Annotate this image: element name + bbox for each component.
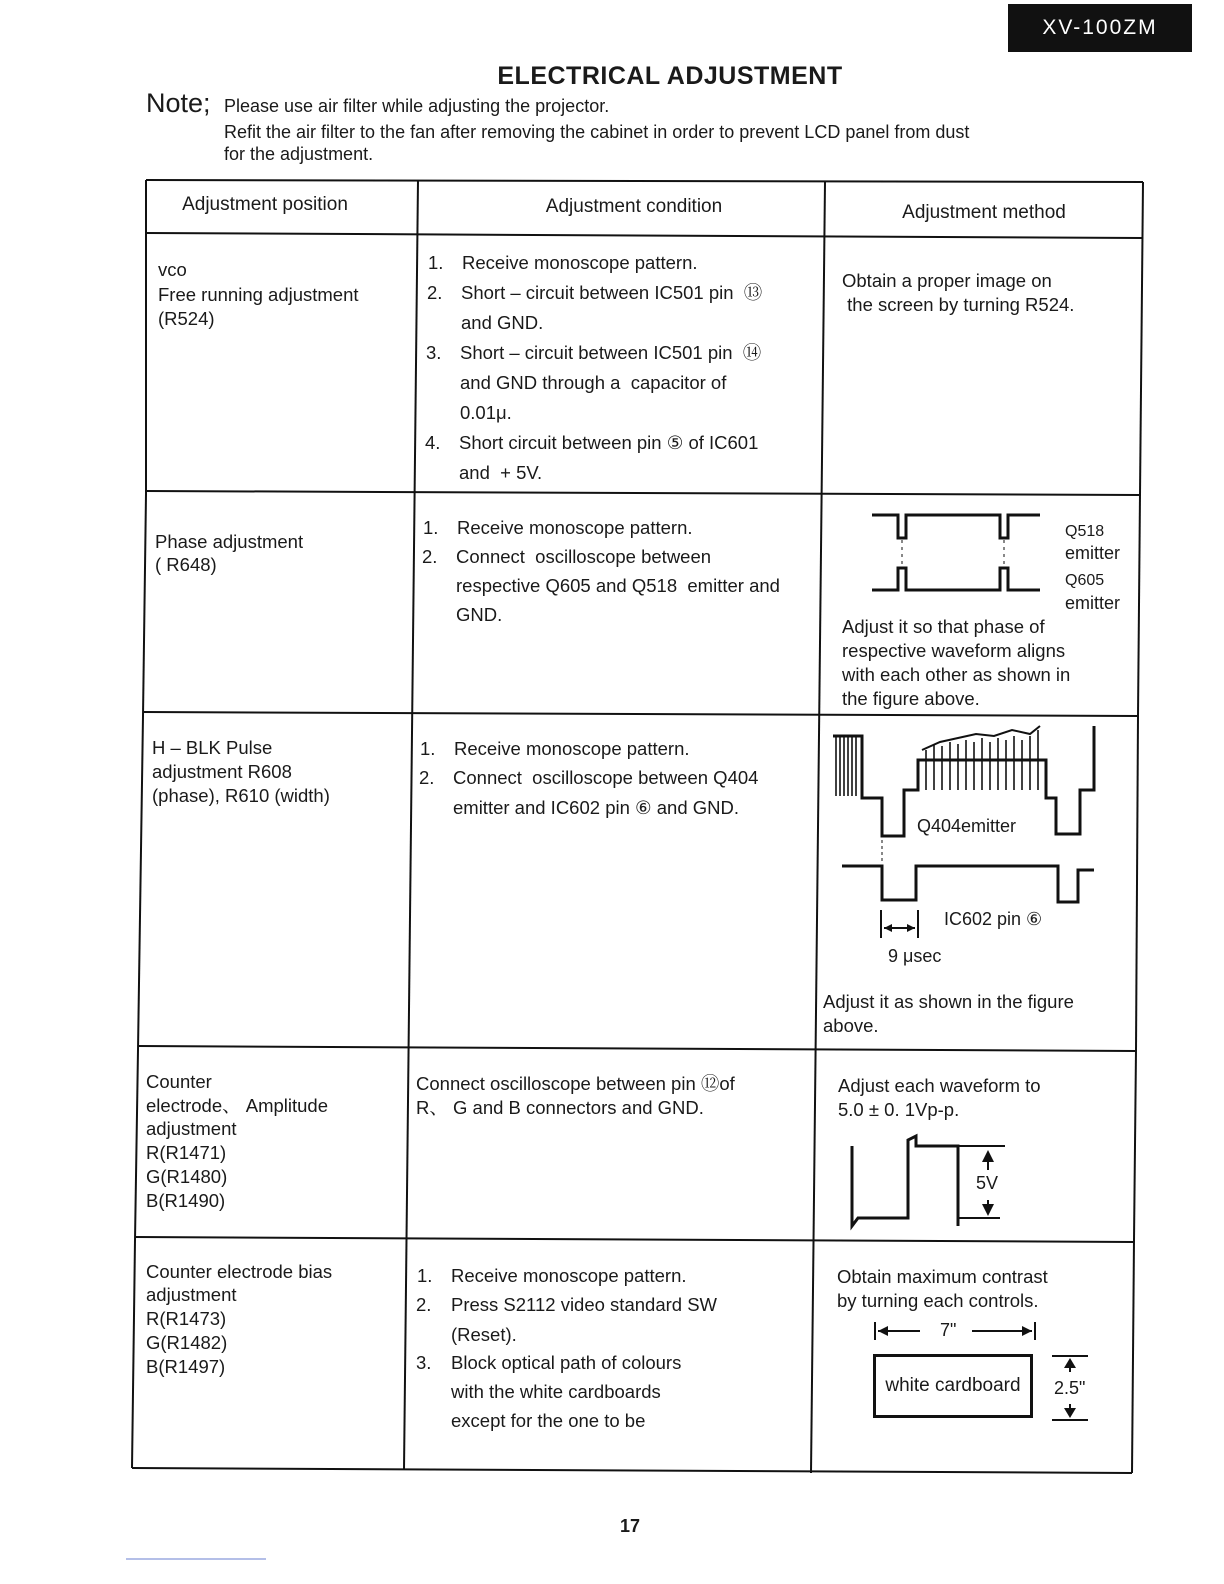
label-ic602-pin6: IC602 pin ⑥	[944, 909, 1043, 929]
white-cardboard-box	[873, 1354, 1033, 1418]
note-label: Note;	[146, 88, 211, 118]
row2-cond-2-text: Connect oscilloscope between respective Q605 and Q518 emitter and GND.	[456, 546, 780, 625]
row5-cond-2-num: 2.	[416, 1294, 432, 1315]
row1-cond-1-text: Receive monoscope pattern.	[462, 252, 698, 273]
row1-cond-1-num: 1.	[428, 252, 444, 273]
row1-position-2: Free running adjustment	[158, 284, 359, 305]
row5-cond-3-num: 3.	[416, 1352, 432, 1373]
header-adjustment-position: Adjustment position	[182, 194, 348, 215]
q404-noise	[836, 730, 1038, 796]
row1-cond-2-text: Short – circuit between IC501 pin ⑬ and GND.	[461, 282, 763, 333]
row4-position-3: adjustment	[146, 1118, 237, 1139]
row4-position-6: B(R1490)	[146, 1190, 226, 1211]
note-line-3: for the adjustment.	[224, 144, 374, 164]
label-2-5in: 2.5"	[1054, 1378, 1086, 1398]
page-number: 17	[619, 1516, 641, 1536]
phase-waveform-figure	[872, 515, 1040, 590]
label-7in: 7"	[940, 1320, 957, 1340]
row5-cond-1-text: Receive monoscope pattern.	[451, 1265, 687, 1286]
row3-cond-1-num: 1.	[420, 738, 436, 759]
label-5v: 5V	[976, 1173, 999, 1193]
row5-position-3: R(R1473)	[146, 1308, 227, 1329]
row1-cond-3-num: 3.	[426, 342, 442, 363]
row2-cond-1-num: 1.	[423, 517, 439, 538]
row2-position-2: ( R648)	[155, 554, 217, 575]
row1-cond-2-num: 2.	[427, 282, 443, 303]
row2-position-1: Phase adjustment	[155, 531, 304, 552]
9usec-dimension	[881, 910, 918, 938]
note-line-2: Refit the air filter to the fan after removing the cabinet in order to prevent LCD panel from dust	[224, 122, 970, 142]
label-white-cardboard: white cardboard	[885, 1375, 1021, 1396]
label-q518: Q518	[1065, 523, 1105, 540]
page-title: ELECTRICAL ADJUSTMENT	[497, 62, 843, 90]
label-q605-emitter: emitter	[1065, 593, 1121, 613]
row4-position-2: electrode、 Amplitude	[146, 1095, 329, 1116]
row3-cond-2-num: 2.	[419, 767, 435, 788]
row3-position-1: H – BLK Pulse	[152, 737, 273, 758]
row4-position-5: G(R1480)	[146, 1166, 228, 1187]
row5-cond-3-text: Block optical path of colours with the white cardboards except for the one to be	[451, 1352, 682, 1431]
row1-cond-4-text: Short circuit between pin ⑤ of IC601 and + 5V.	[459, 432, 759, 483]
row3-cond-2-text: Connect oscilloscope between Q404 emitter and IC602 pin ⑥ and GND.	[453, 767, 759, 818]
row3-position-2: adjustment R608	[152, 761, 292, 782]
label-q605: Q605	[1065, 572, 1105, 589]
row5-cond-2-text: Press S2112 video standard SW (Reset).	[451, 1294, 717, 1345]
row1-position-3: (R524)	[158, 308, 215, 329]
row5-position-2: adjustment	[146, 1284, 237, 1305]
header-adjustment-method: Adjustment method	[902, 202, 1066, 223]
label-q518-emitter: emitter	[1065, 543, 1121, 563]
row5-method: Obtain maximum contrast by turning each controls.	[837, 1266, 1048, 1311]
row2-cond-2-num: 2.	[422, 546, 438, 567]
row3-method: Adjust it as shown in the figure above.	[823, 991, 1074, 1036]
amplitude-waveform-figure	[852, 1136, 958, 1226]
row4-method: Adjust each waveform to 5.0 ± 0. 1Vp-p.	[838, 1075, 1041, 1120]
row3-cond-1-text: Receive monoscope pattern.	[454, 738, 690, 759]
row5-cond-1-num: 1.	[417, 1265, 433, 1286]
row5-position-4: G(R1482)	[146, 1332, 228, 1353]
row5-position-5: B(R1497)	[146, 1356, 226, 1377]
row4-condition: Connect oscilloscope between pin ⑫of R、 G and B connectors and GND.	[416, 1073, 735, 1118]
label-q404-emitter: Q404emitter	[917, 816, 1017, 836]
row1-position-1: vco	[158, 259, 187, 280]
row4-position-1: Counter	[146, 1071, 212, 1092]
row5-position-1: Counter electrode bias	[146, 1261, 333, 1282]
model-badge: XV-100ZM	[1008, 4, 1192, 52]
row4-position-4: R(R1471)	[146, 1142, 227, 1163]
row3-position-3: (phase), R610 (width)	[152, 785, 330, 806]
row2-method: Adjust it so that phase of respective waveform aligns with each other as shown in the figure above.	[842, 616, 1071, 709]
row1-cond-3-text: Short – circuit between IC501 pin ⑭ and GND through a capacitor of 0.01μ.	[460, 342, 762, 423]
ic602-waveform-figure	[842, 866, 1094, 902]
row2-cond-1-text: Receive monoscope pattern.	[457, 517, 693, 538]
header-adjustment-condition: Adjustment condition	[545, 196, 723, 217]
row1-cond-4-num: 4.	[425, 432, 441, 453]
label-9usec: 9 μsec	[888, 946, 942, 966]
row1-method: Obtain a proper image on the screen by turning R524.	[842, 270, 1075, 315]
note-line-1: Please use air filter while adjusting the projector.	[224, 96, 610, 116]
